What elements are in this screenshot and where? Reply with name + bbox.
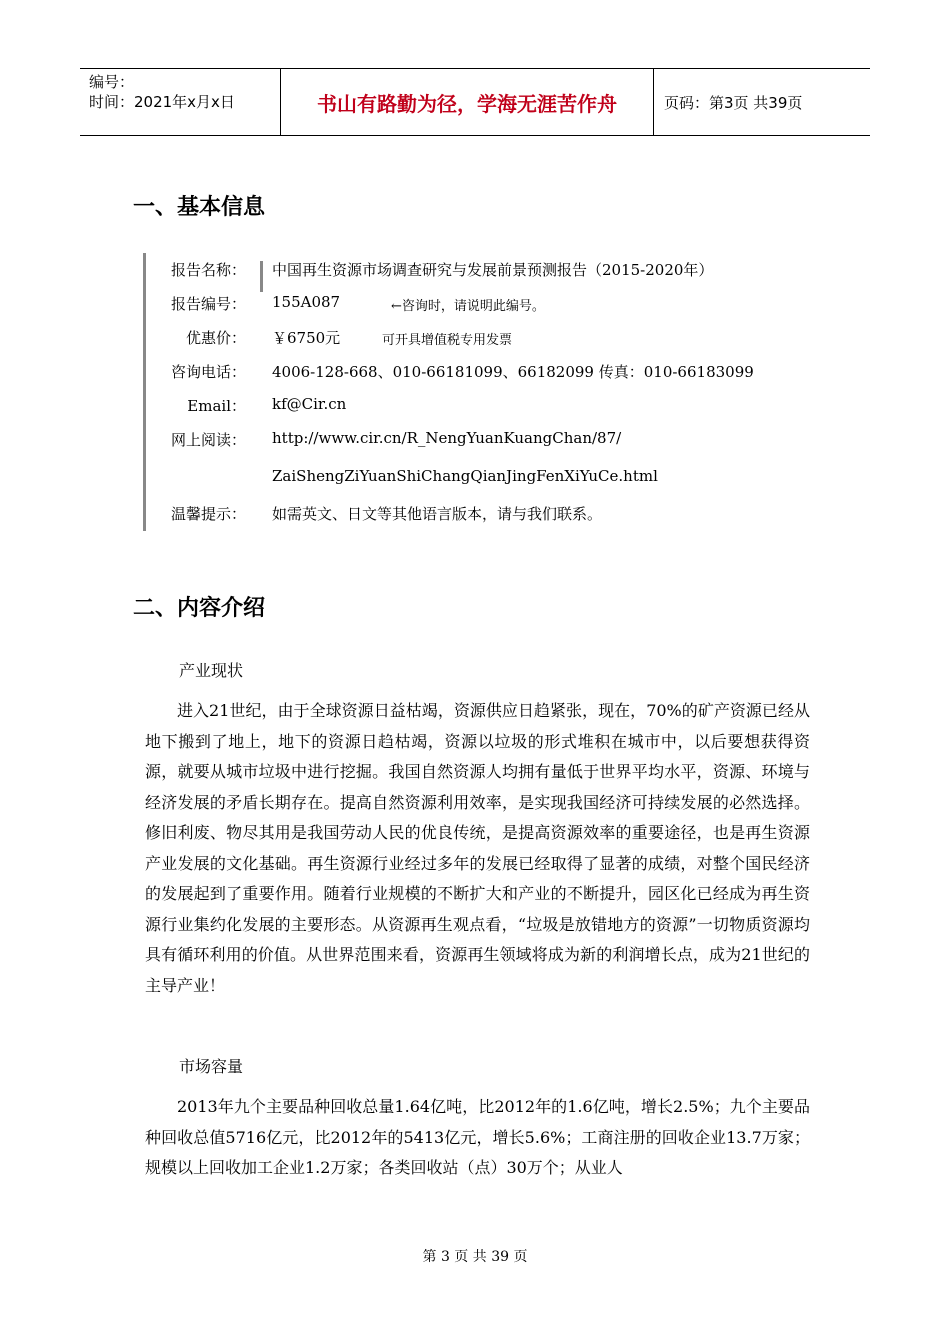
info-value[interactable]: kf@Cir.cn bbox=[272, 395, 347, 413]
info-label: 温馨提示： bbox=[170, 505, 246, 523]
info-value: 中国再生资源市场调查研究与发展前景预测报告（2015-2020年） bbox=[272, 261, 714, 279]
info-label: 咨询电话： bbox=[170, 363, 246, 381]
subheading-market-capacity: 市场容量 bbox=[179, 1057, 244, 1076]
info-box bbox=[143, 253, 786, 531]
subheading-industry-status: 产业现状 bbox=[179, 661, 244, 680]
info-value: 155A087 bbox=[272, 293, 341, 311]
info-value: 4006-128-668、010-66181099、66182099 传真：010-66183099 bbox=[272, 363, 754, 381]
header-slogan: 书山有路勤为径，学海无涯苦作舟 bbox=[281, 69, 654, 135]
section-title-content: 二、内容介绍 bbox=[133, 596, 266, 621]
header-page-info: 页码：第3页 共39页 bbox=[664, 93, 803, 112]
page-footer: 第 3 页 共 39 页 bbox=[422, 1249, 528, 1265]
paragraph-industry-status: 进入21世纪，由于全球资源日益枯竭，资源供应日趋紧张，现在，70%的矿产资源已经从地下搬到了地上，地下的资源日趋枯竭，资源以垃圾的形式堆积在城市中，以后要想获得资源，就要从城市垃圾中进行挖掘。我国自然资源人均拥有量低于世界平均水平，资源、环境与经济发展的矛盾长期存在。提高自然资源利用效率，是实现我国经济可持续发展的必然选择。修旧利废、物尽其用是我国劳动人民的优良传统，是提高资源效率的重要途径，也是再生资源产业发展的文化基础。再生资源行业经过多年的发展已经取得了显著的成绩，对整个国民经济的发展起到了重要作用。随着行业规模的不断扩大和产业的不断提升，园区化已经成为再生资源行业集约化发展的主要形态。从资源再生观点看，“垃圾是放错地方的资源”一切物质资源均具有循环利用的价值。从世界范围来看，资源再生领域将成为新的利润增长点，成为21世纪的主导产业！ bbox=[145, 701, 810, 995]
info-link[interactable]: ZaiShengZiYuanShiChangQianJingFenXiYuCe.html bbox=[272, 467, 658, 485]
info-note: 可开具增值税专用发票 bbox=[382, 333, 513, 348]
page-header bbox=[80, 68, 870, 136]
info-label: 报告编号： bbox=[170, 295, 246, 313]
header-time: 时间：2021年x月x日 bbox=[89, 93, 235, 111]
header-meta bbox=[80, 69, 281, 135]
header-number: 编号： bbox=[89, 73, 135, 91]
info-value: ￥6750元 bbox=[272, 329, 341, 347]
info-note: ←咨询时，请说明此编号。 bbox=[391, 299, 545, 314]
paragraph-market-capacity: 2013年九个主要品种回收总量1.64亿吨，比2012年的1.6亿吨，增长2.5%；九个主要品种回收总值5716亿元，比2012年的5413亿元，增长5.6%；工商注册的回收企业13.7万家；规模以上回收加工企业1.2万家；各类回收站（点）30万个；从业人 bbox=[145, 1097, 810, 1177]
info-label: 优惠价： bbox=[185, 329, 246, 347]
section-title-basic-info: 一、基本信息 bbox=[133, 195, 266, 220]
divider bbox=[260, 261, 263, 292]
info-label: Email： bbox=[187, 397, 246, 415]
info-link[interactable]: http://www.cir.cn/R_NengYuanKuangChan/87/ bbox=[272, 429, 622, 447]
info-label: 网上阅读： bbox=[170, 431, 246, 449]
info-label: 报告名称： bbox=[170, 261, 246, 279]
info-value: 如需英文、日文等其他语言版本，请与我们联系。 bbox=[272, 505, 603, 523]
